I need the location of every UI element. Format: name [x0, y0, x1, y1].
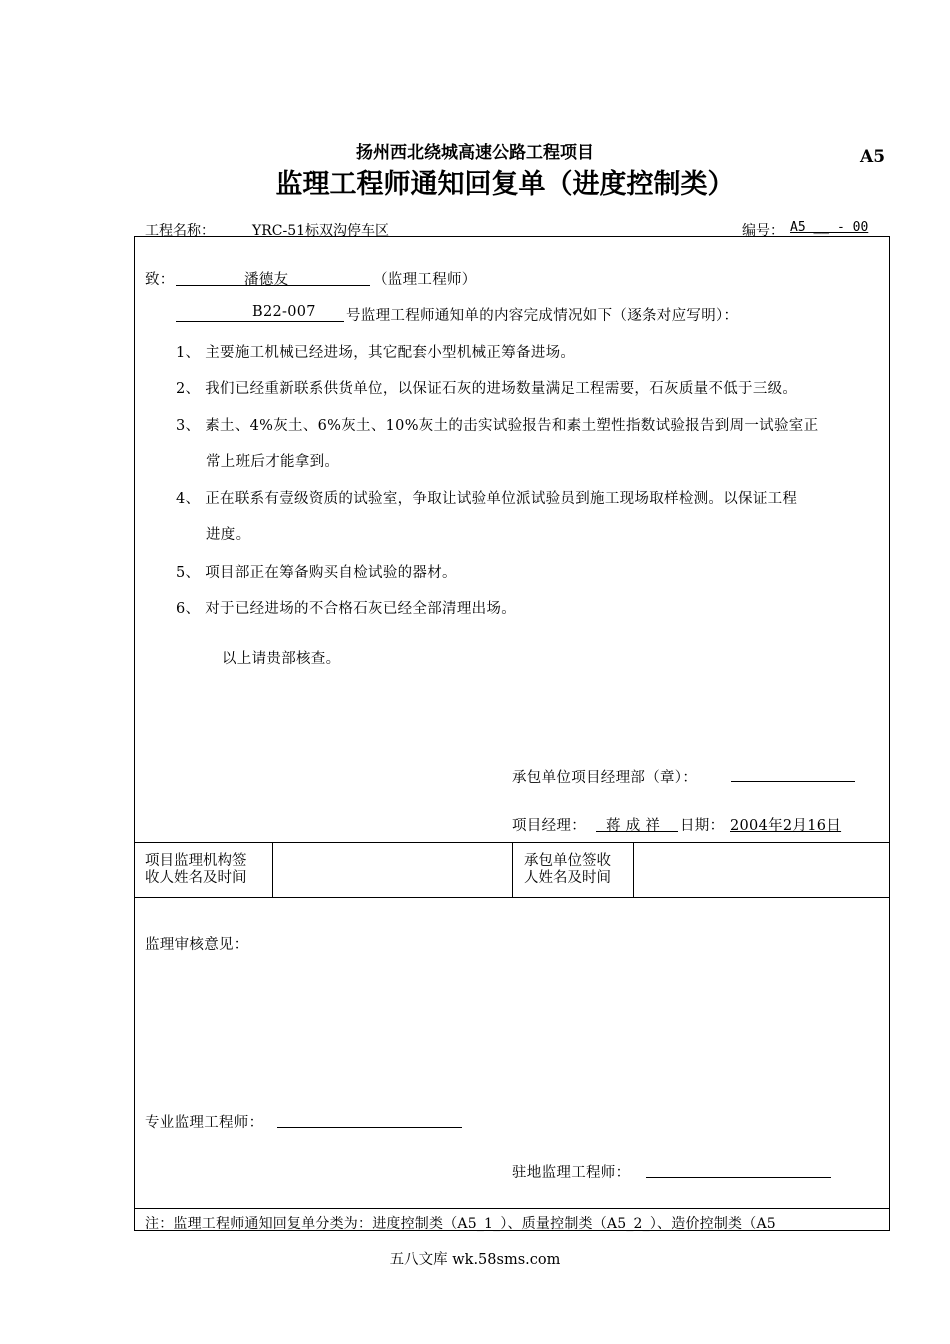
manager-name-field — [596, 814, 678, 832]
project-name-value: YRC-51标双沟停车区 — [252, 223, 390, 239]
to-name: 潘德友 — [244, 272, 289, 288]
project-name-label: 工程名称： — [145, 223, 215, 239]
divider-2 — [134, 897, 890, 898]
number-value: A5 __ - 00 — [790, 220, 869, 235]
opinion-label: 监理审核意见： — [145, 937, 249, 953]
contractor-receipt-label — [524, 853, 611, 887]
notice-text: 号监理工程师通知单的内容完成情况如下（逐条对应写明）： — [346, 308, 739, 324]
resident-sign-line — [646, 1177, 831, 1178]
project-name-field — [227, 220, 465, 237]
closing-text: 以上请贵部核查。 — [222, 651, 341, 667]
form-code: A5 — [860, 147, 886, 167]
divider-3 — [134, 1208, 890, 1209]
item-6: 6、 对于已经进场的不合格石灰已经全部清理出场。 — [176, 601, 517, 617]
to-role: （监理工程师） — [373, 272, 477, 288]
number-label: 编号： — [742, 223, 784, 239]
item-3: 3、 素土、4%灰土、6%灰土、10%灰土的击实试验报告和素土塑性指数试验报告到周一试验室正 — [176, 418, 819, 434]
contractor-receipt-label-line2: 人姓名及时间 — [524, 870, 611, 886]
contractor-label: 承包单位项目经理部（章）： — [512, 770, 698, 786]
supervisor-receipt-label — [145, 853, 247, 887]
supervisor-receipt-label-line1: 项目监理机构签 — [145, 853, 247, 869]
sign-col-3 — [633, 842, 634, 897]
form-title: 监理工程师通知回复单（进度控制类） — [275, 169, 735, 200]
resident-label: 驻地监理工程师： — [512, 1165, 631, 1181]
manager-label: 项目经理： — [512, 818, 586, 834]
date-value: 2004年2月16日 — [730, 818, 842, 834]
specialist-label: 专业监理工程师： — [145, 1115, 264, 1131]
manager-name: 蒋 成 祥 — [606, 818, 661, 834]
item-4: 4、 正在联系有壹级资质的试验室，争取让试验单位派试验员到施工现场取样检测。以保证工程 — [176, 491, 798, 507]
item-1: 1、 主要施工机械已经进场，其它配套小型机械正筹备进场。 — [176, 345, 576, 361]
date-label: 日期： — [680, 818, 725, 834]
to-name-field — [176, 268, 370, 286]
item-3-cont: 常上班后才能拿到。 — [206, 454, 340, 470]
notice-no-field — [176, 304, 344, 322]
footer-watermark: 五八文库 wk.58sms.com — [389, 1252, 561, 1268]
notice-no: B22-007 — [252, 304, 316, 320]
classification-note: 注：监理工程师通知回复单分类为：进度控制类（A5_1_）、质量控制类（A5_2_）、造价控制类（A5 — [145, 1216, 776, 1232]
project-title: 扬州西北绕城高速公路工程项目 — [356, 143, 594, 163]
item-4-cont: 进度。 — [206, 527, 251, 543]
item-2: 2、 我们已经重新联系供货单位，以保证石灰的进场数量满足工程需要，石灰质量不低于三级。 — [176, 381, 798, 397]
supervisor-receipt-label-line2: 收人姓名及时间 — [145, 870, 247, 886]
item-5: 5、 项目部正在筹备购买自检试验的器材。 — [176, 565, 457, 581]
to-label: 致： — [145, 272, 175, 288]
contractor-receipt-label-line1: 承包单位签收 — [524, 853, 611, 869]
sign-col-1 — [272, 842, 273, 897]
specialist-sign-line — [277, 1127, 462, 1128]
sign-col-2 — [512, 842, 513, 897]
contractor-seal-line — [731, 781, 855, 782]
